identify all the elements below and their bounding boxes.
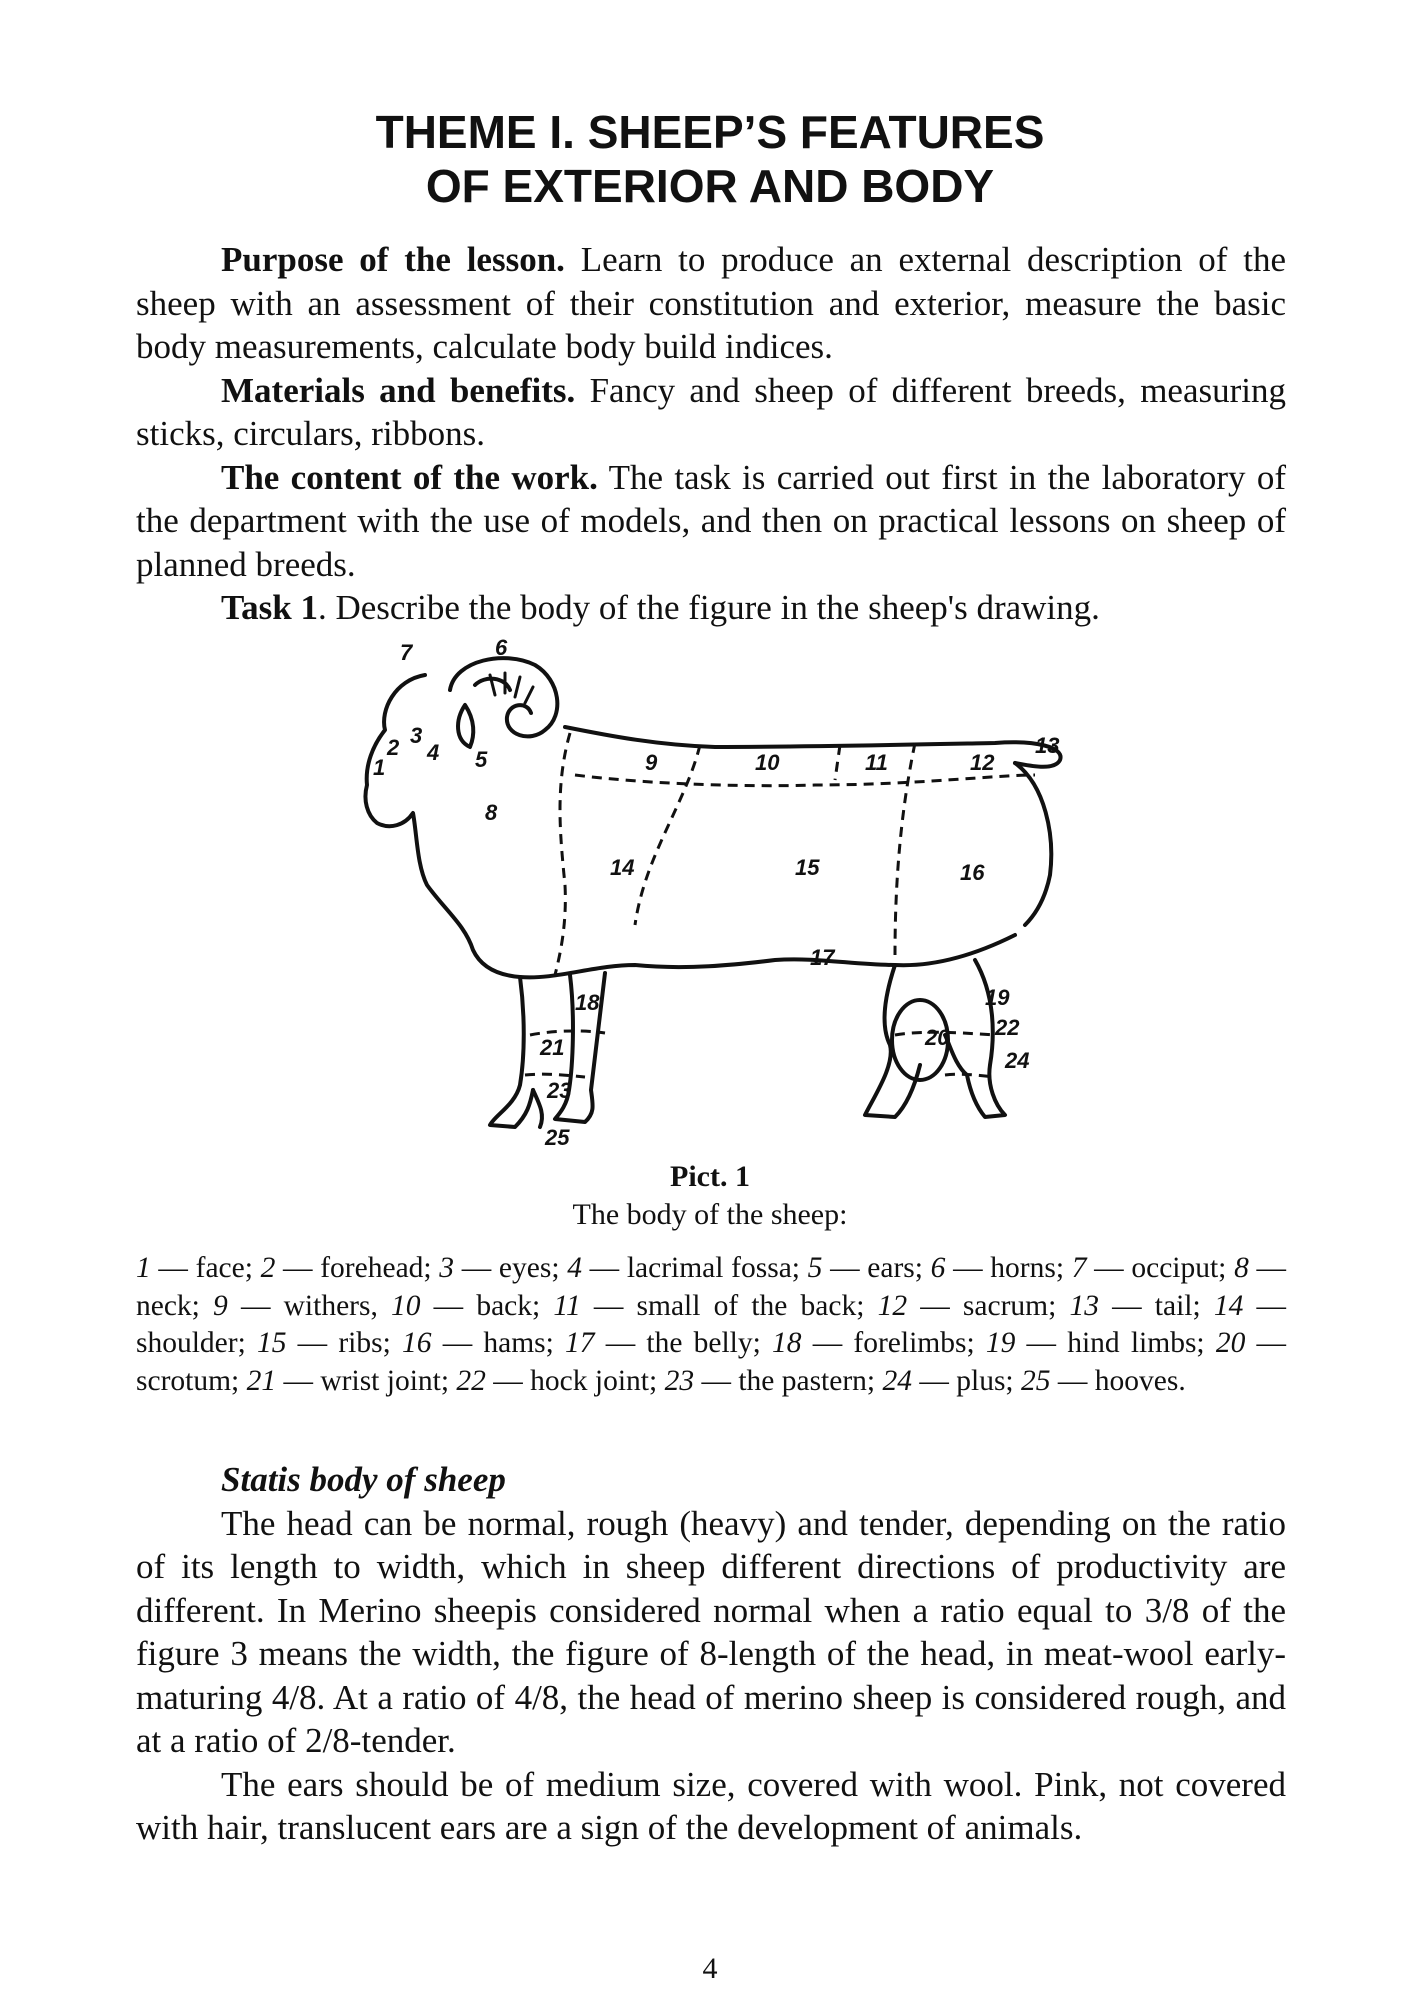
- part-label-6: 6: [495, 635, 508, 660]
- legend-entry: 7 — occiput;: [1071, 1252, 1235, 1284]
- legend-entry: 24 — plus;: [882, 1364, 1021, 1397]
- part-label-15: 15: [795, 855, 820, 880]
- part-label-21: 21: [540, 1035, 565, 1060]
- part-label-8: 8: [485, 800, 498, 825]
- legend-entry: 21 — wrist joint;: [246, 1364, 457, 1397]
- purpose-label: Purpose of the lesson.: [221, 240, 565, 279]
- statis-paragraph-2: The ears should be of medium size, covered with wool. Pink, not covered with hair, translucent ears are a sign of the development of animals.: [136, 1764, 1286, 1847]
- legend-entry: 13 — tail;: [1069, 1289, 1214, 1322]
- legend-entry: 20 — scrotum;: [136, 1327, 1286, 1397]
- legend-entry: 1 — face;: [136, 1252, 261, 1284]
- part-label-3: 3: [410, 723, 423, 748]
- part-label-20: 20: [925, 1025, 950, 1050]
- task-text: . Describe the body of the figure in the sheep's drawing.: [317, 588, 1100, 627]
- legend-entry: 5 — ears;: [807, 1252, 931, 1284]
- legend-entry: 6 — horns;: [930, 1252, 1072, 1284]
- statis-heading: Statis body of sheep: [221, 1460, 506, 1499]
- purpose-paragraph: [136, 238, 1286, 369]
- part-label-5: 5: [475, 747, 488, 772]
- legend-entry: 11 — small of the back;: [553, 1289, 878, 1322]
- task-label: Task 1: [221, 588, 318, 627]
- legend-entry: 10 — back;: [391, 1289, 554, 1322]
- sheep-outline: [365, 658, 1060, 1127]
- sheep-body-diagram: [355, 635, 1075, 1155]
- page-number: 4: [702, 1952, 718, 1985]
- legend-entry: 25 — hooves.: [1021, 1364, 1186, 1397]
- legend-entry: 16 — hams;: [402, 1327, 566, 1360]
- part-label-16: 16: [960, 860, 985, 885]
- part-label-9: 9: [645, 750, 658, 775]
- body-region-dividers: [525, 733, 1035, 1077]
- legend-entry: 2 — forehead;: [260, 1252, 440, 1284]
- part-label-25: 25: [545, 1125, 570, 1150]
- part-label-24: 24: [1005, 1048, 1030, 1073]
- part-label-12: 12: [970, 750, 995, 775]
- part-label-17: 17: [810, 945, 835, 970]
- legend-entry: 15 — ribs;: [256, 1327, 402, 1360]
- part-label-7: 7: [400, 640, 413, 665]
- task-paragraph: [136, 586, 1286, 630]
- part-label-11: 11: [865, 750, 888, 775]
- legend-entry: 4 — lacrimal fossa;: [567, 1252, 808, 1284]
- materials-paragraph: [136, 369, 1286, 456]
- legend-entry: 17 — the belly;: [565, 1327, 773, 1360]
- content-paragraph: [136, 456, 1286, 587]
- figure-caption-subtitle: The body of the sheep:: [572, 1198, 848, 1231]
- legend-entry: 19 — hind limbs;: [985, 1327, 1216, 1360]
- part-label-18: 18: [575, 990, 600, 1015]
- content-label: The content of the work.: [221, 457, 598, 497]
- intro-section: [136, 238, 1286, 630]
- legend-entry: 8 — neck;: [136, 1252, 1287, 1322]
- part-label-13: 13: [1035, 733, 1060, 758]
- legend-entry: 22 — hock joint;: [456, 1364, 665, 1397]
- part-label-19: 19: [985, 985, 1010, 1010]
- part-number-labels: [373, 635, 1059, 1150]
- part-label-4: 4: [427, 740, 440, 765]
- page-title-line-1: THEME I. SHEEP’S FEATURES: [375, 106, 1045, 158]
- legend-entry: 18 — forelimbs;: [772, 1327, 986, 1360]
- part-label-23: 23: [547, 1078, 572, 1103]
- figure-caption-title: Pict. 1: [670, 1160, 750, 1193]
- figure-legend: [136, 1250, 1286, 1400]
- purpose-text: Learn to produce an external description of the sheep with an assessment of their constitution and exterior, measure the basic body measurements, calculate body build indices.: [136, 240, 1287, 366]
- statis-paragraph-1: The head can be normal, rough (heavy) and tender, depending on the ratio of its length to width, which in sheep different directions of productivity are different. In Merino sheepis considered normal when a ratio equal to 3/8 of the figure 3 means the width, the figure of 8-length of the head, in meat-wool early-maturing 4/8. At a ratio of 4/8, the head of merino sheep is considered rough, and at a ratio of 2/8-tender.: [136, 1503, 1286, 1760]
- legend-entry: 23 — the pastern;: [664, 1364, 883, 1397]
- part-label-1: 1: [373, 755, 386, 780]
- legend-entry: 9 — withers,: [213, 1289, 392, 1322]
- page-title-line-2: OF EXTERIOR AND BODY: [425, 160, 995, 212]
- statis-section: [136, 1458, 1286, 1850]
- part-label-2: 2: [387, 735, 400, 760]
- materials-label: Materials and benefits.: [221, 370, 576, 410]
- materials-text: Fancy and sheep of different breeds, measuring sticks, circulars, ribbons.: [136, 370, 1286, 453]
- legend-entry: 3 — eyes;: [439, 1252, 568, 1284]
- part-label-10: 10: [755, 750, 780, 775]
- part-label-14: 14: [610, 855, 635, 880]
- part-label-22: 22: [995, 1015, 1020, 1040]
- content-text: The task is carried out first in the laboratory of the department with the use of models, and then on practical lessons on sheep of planned breeds.: [136, 457, 1286, 584]
- legend-entry: 12 — sacrum;: [877, 1289, 1070, 1322]
- legend-entry: 14 — shoulder;: [136, 1289, 1287, 1360]
